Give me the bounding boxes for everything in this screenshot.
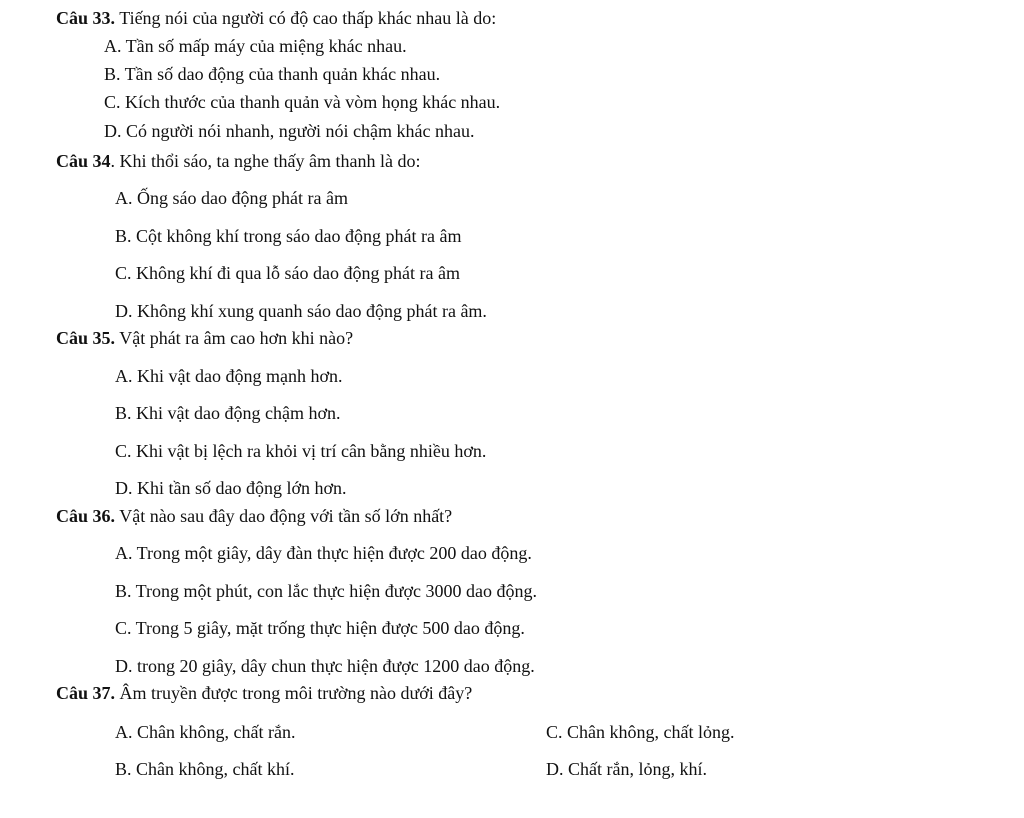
question-37-label: Câu 37.	[56, 683, 116, 703]
question-34-text: . Khi thổi sáo, ta nghe thấy âm thanh là do:	[110, 151, 421, 171]
question-33-label: Câu 33.	[56, 8, 116, 28]
question-34	[56, 150, 420, 172]
question-35-option-d: D. Khi tần số dao động lớn hơn.	[115, 478, 347, 498]
question-33-option-a: A. Tần số mấp máy của miệng khác nhau.	[104, 36, 407, 56]
question-37-text: Âm truyền được trong môi trường nào dưới đây?	[119, 683, 473, 703]
question-37	[56, 682, 472, 704]
question-34-option-a: A. Ống sáo dao động phát ra âm	[115, 188, 348, 208]
question-35-text: Vật phát ra âm cao hơn khi nào?	[119, 328, 354, 348]
question-33-option-b: B. Tần số dao động của thanh quản khác nhau.	[104, 64, 441, 84]
question-34-option-c: C. Không khí đi qua lỗ sáo dao động phát ra âm	[115, 263, 460, 283]
question-37-option-c: C. Chân không, chất lỏng.	[546, 722, 735, 742]
question-35-label: Câu 35.	[56, 328, 116, 348]
question-34-option-b: B. Cột không khí trong sáo dao động phát ra âm	[115, 226, 462, 246]
question-33	[56, 7, 496, 29]
question-36-option-d: D. trong 20 giây, dây chun thực hiện được 1200 dao động.	[115, 656, 535, 676]
question-36-option-a: A. Trong một giây, dây đàn thực hiện được 200 dao động.	[115, 543, 532, 563]
question-37-option-a: A. Chân không, chất rắn.	[115, 722, 296, 742]
question-33-option-c: C. Kích thước của thanh quản và vòm họng khác nhau.	[104, 92, 501, 112]
question-36	[56, 505, 452, 527]
question-34-label: Câu 34	[56, 151, 111, 171]
question-36-text: Vật nào sau đây dao động với tần số lớn nhất?	[119, 506, 453, 526]
question-33-option-d: D. Có người nói nhanh, người nói chậm khác nhau.	[104, 121, 475, 141]
question-36-label: Câu 36.	[56, 506, 116, 526]
question-35	[56, 327, 353, 349]
question-36-option-c: C. Trong 5 giây, mặt trống thực hiện được 500 dao động.	[115, 618, 525, 638]
question-33-text: Tiếng nói của người có độ cao thấp khác nhau là do:	[119, 8, 497, 28]
question-34-option-d: D. Không khí xung quanh sáo dao động phát ra âm.	[115, 301, 487, 321]
question-35-option-b: B. Khi vật dao động chậm hơn.	[115, 403, 341, 423]
question-36-option-b: B. Trong một phút, con lắc thực hiện được 3000 dao động.	[115, 581, 537, 601]
question-37-option-b: B. Chân không, chất khí.	[115, 759, 295, 779]
question-35-option-a: A. Khi vật dao động mạnh hơn.	[115, 366, 343, 386]
question-37-option-d: D. Chất rắn, lỏng, khí.	[546, 759, 707, 779]
question-35-option-c: C. Khi vật bị lệch ra khỏi vị trí cân bằng nhiều hơn.	[115, 441, 487, 461]
